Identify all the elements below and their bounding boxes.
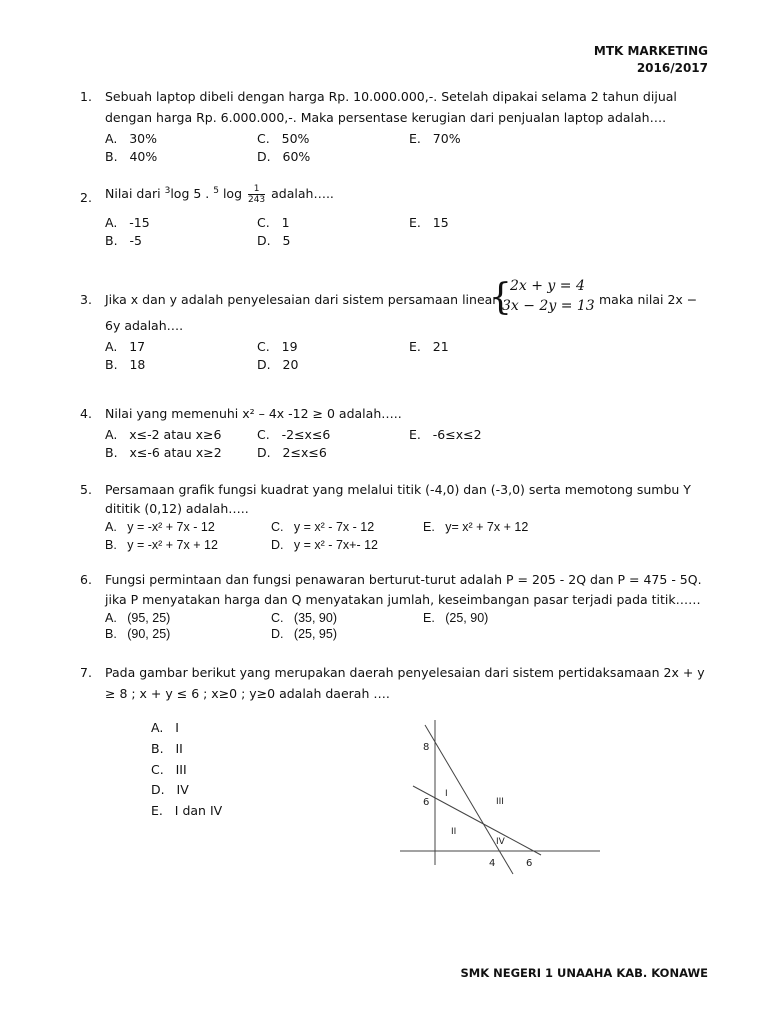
header-year: 2016/2017 [636, 61, 708, 75]
q6-number: 6. [80, 572, 92, 587]
graph-region-iv: IV [496, 837, 505, 847]
q2-option-a: A. -15 [105, 215, 150, 230]
q6-option-a: A. (95, 25) [105, 611, 171, 625]
q4-option-a: A. x≤-2 atau x≥6 [105, 427, 222, 442]
q1-option-d: D. 60% [257, 149, 311, 164]
graph-label-x6: 6 [526, 858, 533, 869]
q3-option-c: C. 19 [257, 339, 298, 354]
q1-number: 1. [80, 89, 92, 104]
q3-equation-1: 2x + y = 4 [510, 278, 585, 294]
q6-option-b: B. (90, 25) [105, 627, 171, 641]
graph-region-iii: III [496, 797, 504, 807]
q2-text: Nilai dari $^3$log 5 . $^5$ log $\frac{1}{243}$ adalah….. [105, 184, 334, 205]
q6-text-line2: jika P menyatakan harga dan Q menyatakan jumlah, keseimbangan pasar terjadi pada titik…… [105, 592, 701, 607]
q6-option-d: D. (25, 95) [271, 627, 338, 641]
q4-text: Nilai yang memenuhi x² – 4x -12 ≥ 0 adalah….. [105, 406, 402, 421]
q4-number: 4. [80, 406, 92, 421]
q7-option-b: B. II [151, 741, 183, 756]
q1-text-line1: Sebuah laptop dibeli dengan harga Rp. 10.000.000,-. Setelah dipakai selama 2 tahun dijual [105, 89, 677, 104]
q5-option-c: C. y = x² - 7x - 12 [271, 520, 375, 534]
q7-option-a: A. I [151, 720, 179, 735]
graph-region-ii: II [451, 827, 457, 837]
q2-option-b: B. -5 [105, 233, 142, 248]
q4-option-c: C. -2≤x≤6 [257, 427, 331, 442]
q7-number: 7. [80, 665, 92, 680]
q3-equation-2: 3x − 2y = 13 [502, 298, 595, 314]
footer-school: SMK NEGERI 1 UNAAHA KAB. KONAWE [460, 966, 708, 980]
q7-option-e: E. I dan IV [151, 803, 223, 818]
q3-text-line2: 6y adalah…. [105, 318, 184, 333]
graph-line-x-plus-y-6 [413, 786, 541, 855]
q3-option-e: E. 21 [409, 339, 449, 354]
q1-text-line2: dengan harga Rp. 6.000.000,-. Maka persentase kerugian dari penjualan laptop adalah…. [105, 110, 667, 125]
q7-text-line2: ≥ 8 ; x + y ≤ 6 ; x≥0 ; y≥0 adalah daerah …. [105, 686, 390, 701]
q7-text-line1: Pada gambar berikut yang merupakan daerah penyelesaian dari sistem pertidaksamaan 2x + y [105, 665, 705, 680]
q5-option-d: D. y = x² - 7x+- 12 [271, 538, 378, 552]
graph-label-y8: 8 [423, 742, 430, 753]
q4-option-b: B. x≤-6 atau x≥2 [105, 445, 222, 460]
q7-option-c: C. III [151, 762, 187, 777]
q5-number: 5. [80, 482, 92, 497]
q3-number: 3. [80, 292, 92, 307]
q3-text-post: maka nilai 2x − [599, 292, 698, 307]
q6-text-line1: Fungsi permintaan dan fungsi penawaran berturut-turut adalah P = 205 - 2Q dan P = 475 - 5Q. [105, 572, 702, 587]
q6-option-c: C. (35, 90) [271, 611, 338, 625]
q3-option-a: A. 17 [105, 339, 146, 354]
q3-text-pre: Jika x dan y adalah penyelesaian dari sistem persamaan linear [105, 292, 498, 307]
q7-graph [395, 700, 610, 880]
q5-text-line2: dititik (0,12) adalah….. [105, 501, 249, 516]
q7-option-d: D. IV [151, 782, 189, 797]
q2-fraction: $\frac{1}{243}$ [247, 184, 266, 205]
q2-option-e: E. 15 [409, 215, 449, 230]
q5-option-a: A. y = -x² + 7x - 12 [105, 520, 215, 534]
graph-label-y6: 6 [423, 797, 430, 808]
q2-number: 2. [80, 190, 92, 205]
q5-option-b: B. y = -x² + 7x + 12 [105, 538, 218, 552]
graph-label-x4: 4 [489, 858, 496, 869]
q6-option-e: E. (25, 90) [423, 611, 489, 625]
q3-brace: { [489, 277, 512, 318]
q3-option-d: D. 20 [257, 357, 299, 372]
q1-option-a: A. 30% [105, 131, 158, 146]
q3-option-b: B. 18 [105, 357, 146, 372]
q2-option-d: D. 5 [257, 233, 291, 248]
q1-option-b: B. 40% [105, 149, 158, 164]
graph-region-i: I [445, 789, 448, 799]
header-subject: MTK MARKETING [593, 44, 708, 58]
q5-text-line1: Persamaan grafik fungsi kuadrat yang melalui titik (-4,0) dan (-3,0) serta memotong sumbu Y [105, 482, 691, 497]
q1-option-c: C. 50% [257, 131, 310, 146]
q5-option-e: E. y= x² + 7x + 12 [423, 520, 529, 534]
q4-option-d: D. 2≤x≤6 [257, 445, 327, 460]
q2-option-c: C. 1 [257, 215, 290, 230]
q4-option-e: E. -6≤x≤2 [409, 427, 482, 442]
q1-option-e: E. 70% [409, 131, 461, 146]
